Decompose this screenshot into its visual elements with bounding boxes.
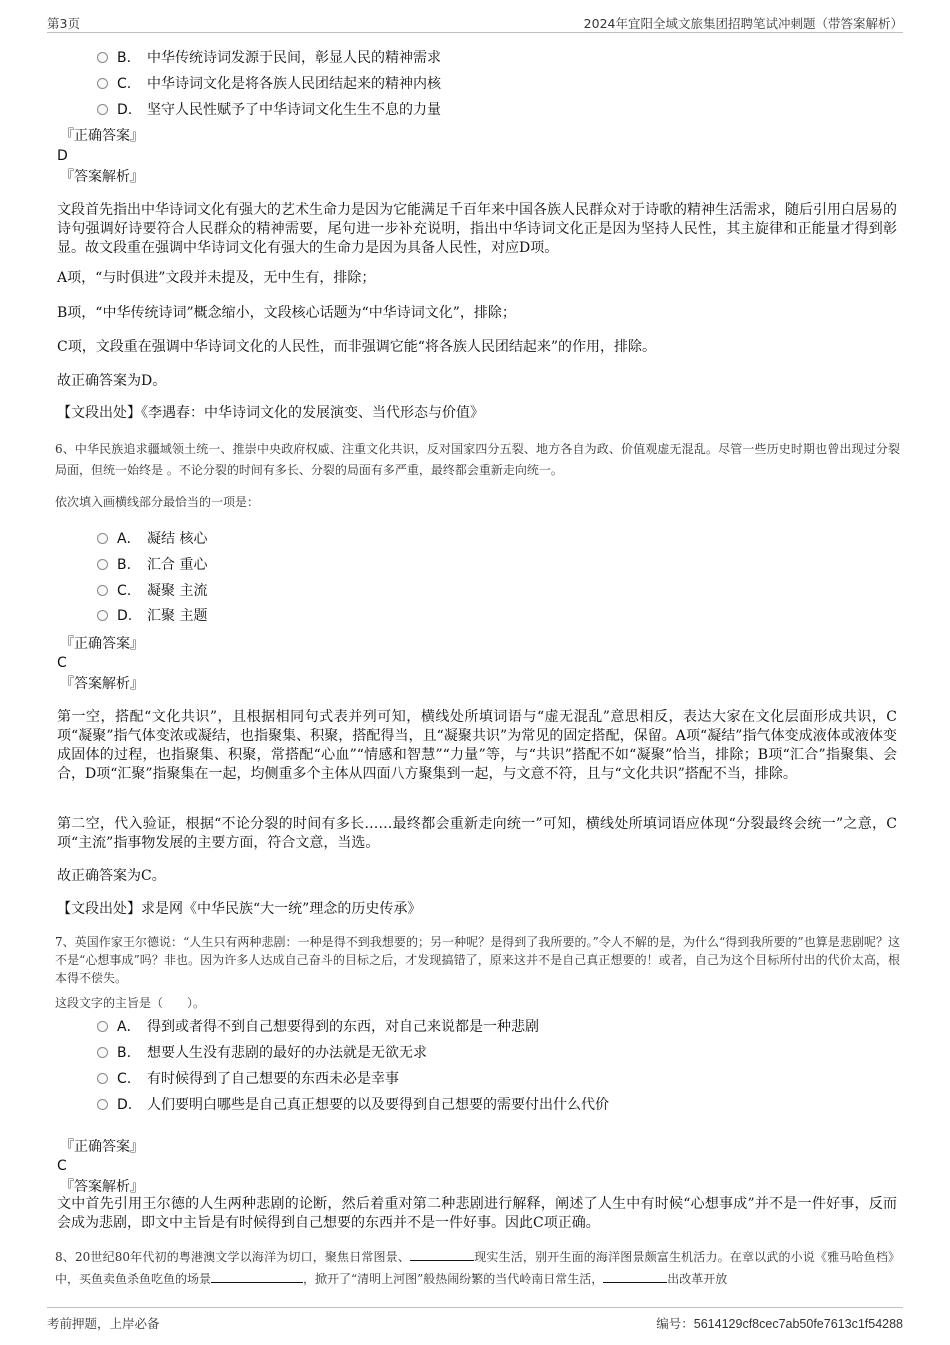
radio-icon[interactable] <box>97 1021 108 1032</box>
q7-analysis-label: 『答案解析』 <box>60 1179 144 1195</box>
q6-source: 【文段出处】求是网《中华民族“大一统”理念的历史传承》 <box>57 901 422 917</box>
radio-icon[interactable] <box>97 559 108 570</box>
option-text: 坚守人民性赋予了中华诗词文化生生不息的力量 <box>147 102 441 118</box>
q7-answer: C <box>57 1158 67 1174</box>
q6-option-b[interactable]: B. 汇合 重心 <box>97 555 207 575</box>
option-text: 想要人生没有悲剧的最好的办法就是无欲无求 <box>147 1045 427 1061</box>
q7-option-b[interactable]: B. 想要人生没有悲剧的最好的办法就是无欲无求 <box>97 1043 427 1063</box>
radio-icon[interactable] <box>97 610 108 621</box>
option-text: 汇合 重心 <box>147 557 208 573</box>
document-title: 2024年宜阳全域文旅集团招聘笔试冲刺题（带答案解析） <box>583 16 903 31</box>
q6-answer: C <box>57 655 67 671</box>
q5-analysis-b: B项，“中华传统诗词”概念缩小，文段核心话题为“中华诗词文化”，排除； <box>57 305 516 321</box>
q7-option-a[interactable]: A． 得到或者得不到自己想要得到的东西，对自己来说都是一种悲剧 <box>97 1017 539 1037</box>
q8-stem: 8、20世纪80年代初的粤港澳文学以海洋为切口，聚焦日常图景、 现实生活，别开生面的海洋图景颇富生机活力。在章以武的小说《雅马哈鱼档》中，买鱼卖鱼杀鱼吃鱼的场景 ，掀开了“清明上河图”般热闹纷繁的当代岭南日常生活， 出改革开放 <box>55 1250 900 1286</box>
page-footer <box>47 1307 903 1332</box>
fill-blank-3[interactable] <box>603 1270 667 1283</box>
option-text: 汇聚 主题 <box>147 608 208 624</box>
radio-icon[interactable] <box>97 78 108 89</box>
q6-answer-label: 『正确答案』 <box>60 636 144 652</box>
page-header <box>47 12 903 33</box>
radio-icon[interactable] <box>97 585 108 596</box>
q6-analysis-second: 第二空，代入验证，根据“不论分裂的时间有多长……最终都会重新走向统一”可知，横线处所填词语应体现“分裂最终会统一”之意，C项“主流”指事物发展的主要方面，符合文意，当选。 <box>57 816 897 851</box>
q6-option-a[interactable]: A． 凝结 核心 <box>97 529 207 549</box>
q5-option-d[interactable]: D. 坚守人民性赋予了中华诗词文化生生不息的力量 <box>97 100 441 120</box>
q5-option-b[interactable]: B. 中华传统诗词发源于民间，彰显人民的精神需求 <box>97 48 441 68</box>
q7-analysis: 文中首先引用王尔德的人生两种悲剧的论断，然后着重对第二种悲剧进行解释，阐述了人生中有时候“心想事成”并不是一件好事，反而会成为悲剧，即文中主旨是有时候得到自己想要的东西并不是一件好事。因此C项正确。 <box>57 1196 897 1231</box>
footer-motto: 考前押题，上岸必备 <box>47 1316 160 1331</box>
q5-answer: D <box>57 148 68 164</box>
q6-conclusion: 故正确答案为C。 <box>57 868 166 884</box>
option-text: 有时候得到了自己想要的东西未必是幸事 <box>147 1071 399 1087</box>
radio-icon[interactable] <box>97 1099 108 1110</box>
q6-prompt: 依次填入画横线部分最恰当的一项是： <box>55 495 260 509</box>
q6-stem: 6、中华民族追求疆域领土统一、推崇中央政府权威、注重文化共识，反对国家四分五裂、地方各自为政、价值观虚无混乱。尽管一些历史时期也曾出现过分裂局面，但统一始终是 。不论分裂的时间有多长、分裂的局面有多严重，最终都会重新走向统一。 <box>55 442 900 477</box>
document-code: 编号：5614129cf8cec7ab50fe7613c1f54288 <box>656 1316 903 1331</box>
option-text: 中华诗词文化是将各族人民团结起来的精神内核 <box>147 76 441 92</box>
q5-analysis-label: 『答案解析』 <box>60 169 144 185</box>
q6-option-c[interactable]: C. 凝聚 主流 <box>97 581 207 601</box>
option-text: 得到或者得不到自己想要得到的东西，对自己来说都是一种悲剧 <box>147 1019 539 1035</box>
radio-icon[interactable] <box>97 52 108 63</box>
q6-option-d[interactable]: D. 汇聚 主题 <box>97 606 207 626</box>
q5-analysis-a: A项，“与时俱进”文段并未提及，无中生有，排除； <box>57 270 376 286</box>
radio-icon[interactable] <box>97 1073 108 1084</box>
q5-analysis-c: C项，文段重在强调中华诗词文化的人民性，而非强调它能“将各族人民团结起来”的作用，排除。 <box>57 339 657 355</box>
fill-blank-2[interactable] <box>211 1270 303 1283</box>
radio-icon[interactable] <box>97 533 108 544</box>
q6-analysis-label: 『答案解析』 <box>60 676 144 692</box>
q7-answer-label: 『正确答案』 <box>60 1139 144 1155</box>
q7-option-d[interactable]: D. 人们要明白哪些是自己真正想要的以及要得到自己想要的需要付出什么代价 <box>97 1095 609 1115</box>
radio-icon[interactable] <box>97 104 108 115</box>
q5-option-c[interactable]: C. 中华诗词文化是将各族人民团结起来的精神内核 <box>97 74 441 94</box>
radio-icon[interactable] <box>97 1047 108 1058</box>
fill-blank-1[interactable] <box>410 1248 474 1261</box>
option-text: 中华传统诗词发源于民间，彰显人民的精神需求 <box>147 50 441 66</box>
q7-stem: 7、英国作家王尔德说：“人生只有两种悲剧：一种是得不到我想要的；另一种呢？是得到了我所要的。”令人不解的是，为什么“得到我所要的”也算是悲剧呢？这不是“心想事成”吗？非也。因为许多人达成自己奋斗的目标之后，才发现搞错了，原来这并不是自己真正想要的！或者，自己为这个目标所付出的代价太高，根本得不偿失。 <box>55 935 900 985</box>
q5-analysis-main: 文段首先指出中华诗词文化有强大的艺术生命力是因为它能满足千百年来中国各族人民群众对于诗歌的精神生活需求，随后引用白居易的诗句强调好诗要符合人民群众的精神需要，尾句进一步补充说明，指出中华诗词文化正是因为坚持人民性，其主旋律和正能量才得到彰显。故文段重在强调中华诗词文化有强大的生命力是因为具备人民性，对应D项。 <box>57 202 897 256</box>
q7-prompt: 这段文字的主旨是（ ）。 <box>55 996 206 1010</box>
option-text: 凝聚 主流 <box>147 583 208 599</box>
q6-analysis-first: 第一空，搭配“文化共识”，且根据相同句式表并列可知，横线处所填词语与“虚无混乱”意思相反，表达大家在文化层面形成共识，C项“凝聚”指气体变浓或凝结，也指聚集、积聚，搭配得当，且“凝聚共识”为常见的固定搭配，保留。A项“凝结”指气体变成液体或液体变成固体的过程，也指聚集、积聚，常搭配“心血”“情感和智慧”“力量”等，与“共识”搭配不如“凝聚”恰当，排除；B项“汇合”指聚集、会合，D项“汇聚”指聚集在一起，均侧重多个主体从四面八方聚集到一起，与文意不符，且与“文化共识”搭配不当，排除。 <box>57 709 897 782</box>
q5-conclusion: 故正确答案为D。 <box>57 373 167 389</box>
option-text: 人们要明白哪些是自己真正想要的以及要得到自己想要的需要付出什么代价 <box>147 1097 609 1113</box>
q7-option-c[interactable]: C. 有时候得到了自己想要的东西未必是幸事 <box>97 1069 399 1089</box>
q5-answer-label: 『正确答案』 <box>60 128 144 144</box>
option-text: 凝结 核心 <box>147 531 208 547</box>
page-number: 第3页 <box>47 16 80 31</box>
q5-source: 【文段出处】《李遇春：中华诗词文化的发展演变、当代形态与价值》 <box>57 405 484 421</box>
